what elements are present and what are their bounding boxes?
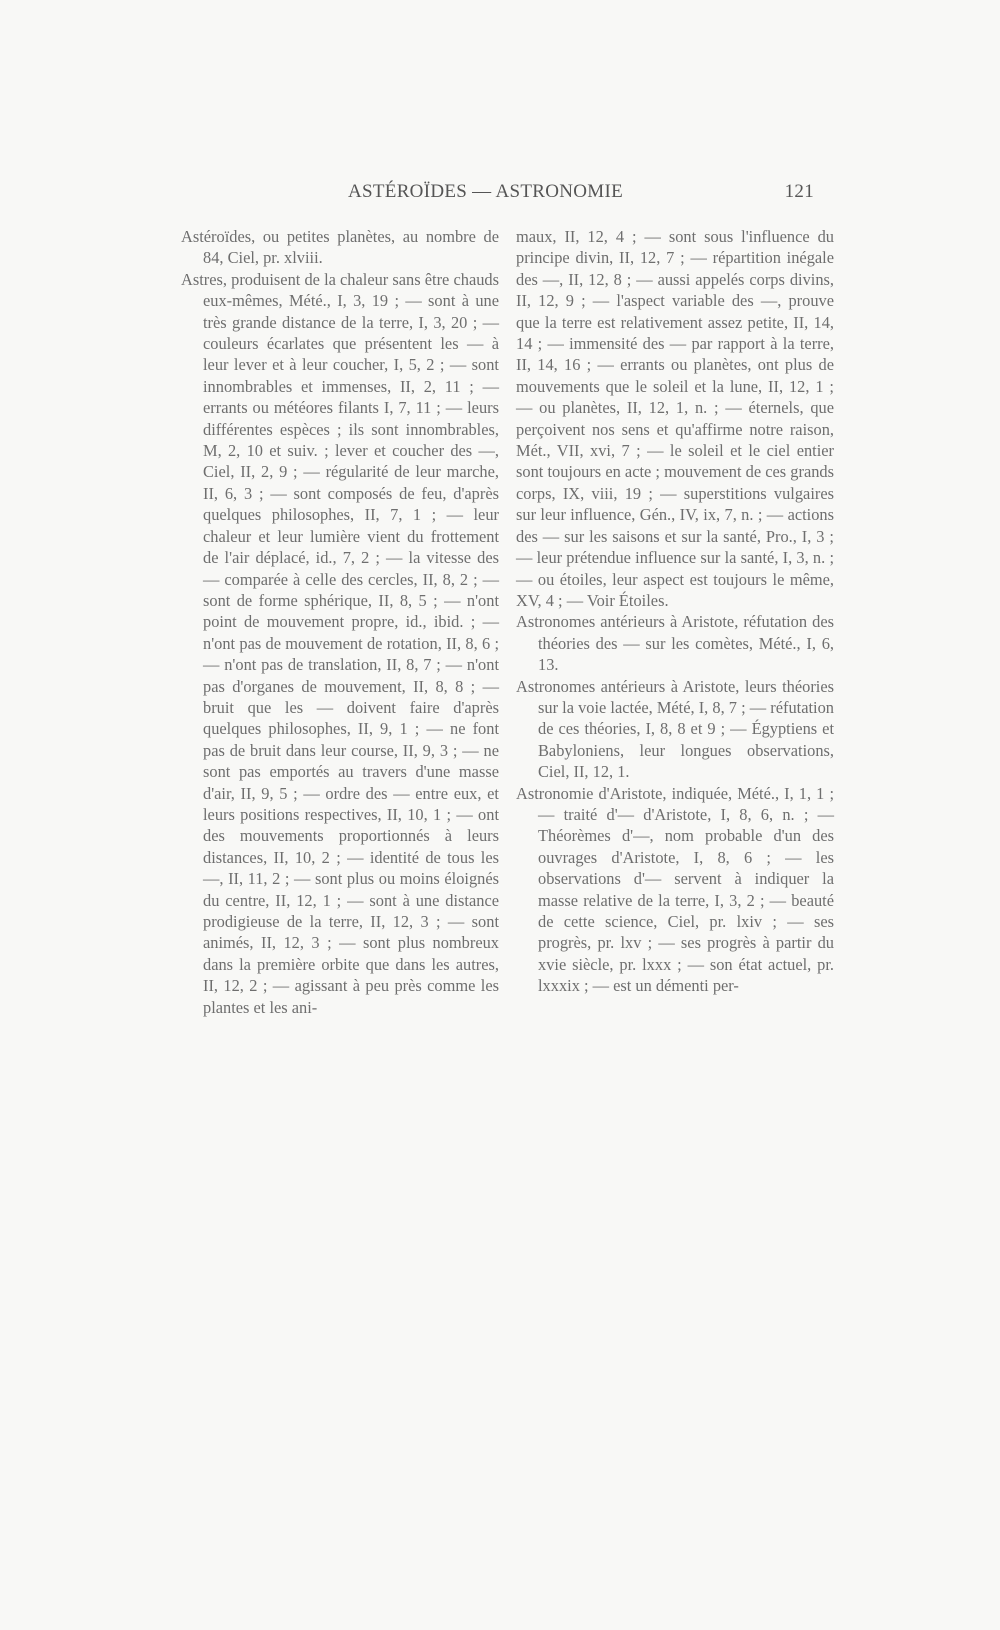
index-entry: Astronomes antérieurs à Aristote, réfutation des théories des — sur les comètes, Mété., I, 6, 13. (516, 612, 834, 675)
index-entry-continuation: maux, II, 12, 4 ; — sont sous l'influence du principe divin, II, 12, 7 ; — répartition inégale des —, II, 12, 8 ; — aussi appelés corps divins, II, 12, 9 ; — l'aspect variable des —, prouve que la terre est relativement assez petite, II, 14, 14 ; — immensité des — par rapport à la terre, II, 14, 16 ; — errants ou planètes, ont plus de mouvements que le soleil et la lune, II, 12, 1 ; — ou planètes, II, 12, 1, n. ; — éternels, que perçoivent nos sens et qu'affirme notre raison, Mét., VII, xvi, 7 ; — le soleil et le ciel entier sont toujours en acte ; mouvement de ces grands corps, IX, viii, 19 ; — superstitions vulgaires sur leur influence, Gén., IV, ix, 7, n. ; — actions des — sur les saisons et sur la santé, Pro., I, 3 ; — leur prétendue influence sur la santé, I, 3, n. ; — ou étoiles, leur aspect est toujours le même, XV, 4 ; — Voir Étoiles. (516, 227, 834, 610)
index-entry: Astronomie d'Aristote, indiquée, Mété., I, 1, 1 ; — traité d'— d'Aristote, I, 8, 6, n. ; — Théorèmes d'—, nom probable d'un des ouvrages d'Aristote, I, 8, 6 ; — les observations d'— servent à indiquer la masse relative de la terre, I, 3, 2 ; — beauté de cette science, Ciel, pr. lxiv ; — ses progrès, pr. lxv ; — ses progrès à partir du xvie siècle, pr. lxxx ; — son état actuel, pr. lxxxix ; — est un démenti per- (516, 783, 834, 996)
index-entry: Astres, produisent de la chaleur sans être chauds eux-mêmes, Mété., I, 3, 19 ; — sont à une très grande distance de la terre, I, 3, 20 ; — couleurs écarlates que présentent les — à leur lever et à leur coucher, I, 5, 2 ; — sont innombrables et immenses, II, 2, 11 ; — errants ou météores filants I, 7, 11 ; — leurs différentes espèces ; ils sont innombrables, M, 2, 10 et suiv. ; lever et coucher des —, Ciel, II, 2, 9 ; — régularité de leur marche, II, 6, 3 ; — sont composés de feu, d'après quelques philosophes, II, 7, 1 ; — leur chaleur et leur lumière vient du frottement de l'air déplacé, id., 7, 2 ; — la vitesse des — comparée à celle des cercles, II, 8, 2 ; — sont de forme sphérique, II, 8, 5 ; — n'ont point de mouvement propre, id., ibid. ; — n'ont pas de mouvement de rotation, II, 8, 6 ; — n'ont pas de translation, II, 8, 7 ; — n'ont pas d'organes de mouvement, II, 8, 8 ; — bruit que les — doivent faire d'après quelques philosophes, II, 9, 1 ; — ne font pas de bruit dans leur course, II, 9, 3 ; — ne sont pas emportés au travers d'une masse d'air, II, 9, 5 ; — ordre des — entre eux, et leurs positions respectives, II, 10, 1 ; — ont des mouvements proportionnés à leurs distances, II, 10, 2 ; — identité de tous les —, II, 11, 2 ; — sont plus ou moins éloignés du centre, II, 12, 1 ; — sont à une distance prodigieuse de la terre, II, 12, 3 ; — sont animés, II, 12, 3 ; — sont plus nombreux dans la première orbite que dans les autres, II, 12, 2 ; — agissant à peu près comme les plantes et les ani- (181, 269, 499, 1017)
index-entry: Astronomes antérieurs à Aristote, leurs théories sur la voie lactée, Mété, I, 8, 7 ; — réfutation de ces théories, I, 8, 8 et 9 ; — Égyptiens et Babyloniens, leur longues observations, Ciel, II, 12, 1. (516, 676, 834, 782)
page-number: 121 (784, 181, 814, 202)
index-column-left (181, 226, 499, 1018)
index-column-right (516, 226, 834, 997)
running-title: ASTÉROÏDES — ASTRONOMIE (348, 181, 624, 202)
index-entry: Astéroïdes, ou petites planètes, au nombre de 84, Ciel, pr. xlviii. (181, 227, 499, 268)
